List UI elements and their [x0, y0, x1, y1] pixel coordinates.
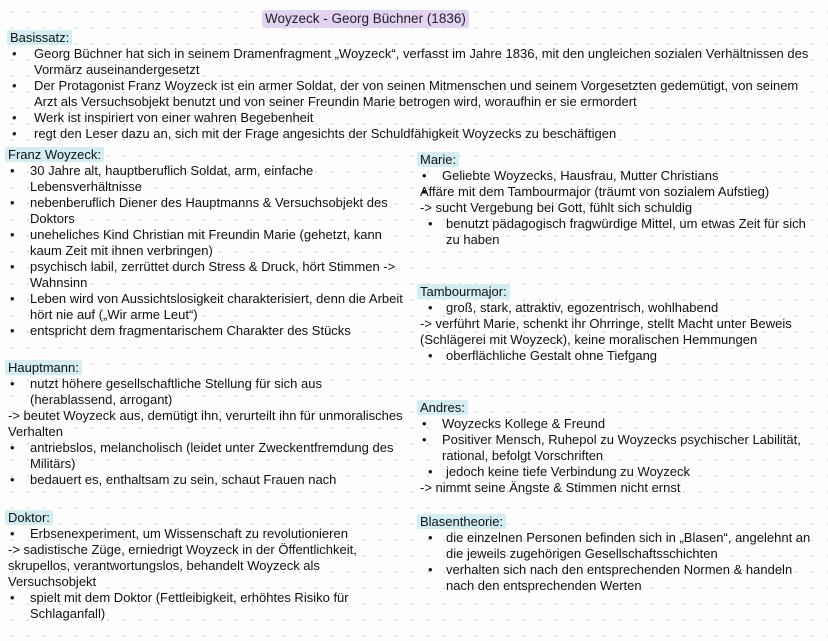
section-marie — [420, 152, 815, 248]
tambour-list-1 — [420, 300, 815, 316]
arrow-note: -> sucht Vergebung bei Gott, fühlt sich schuldig — [420, 200, 693, 215]
list-item: • Georg Büchner hat sich in seinem Dramenfragment „Woyzeck“, verfasst im Jahre 1836, mit den ungleichen sozialen Verhältnissen des Vormärz auseinandergesetzt — [10, 46, 815, 78]
list-item: • psychisch labil, zerrüttet durch Stress & Druck, hört Stimmen -> Wahnsinn — [8, 259, 403, 291]
page-title: Woyzeck - Georg Büchner (1836) — [262, 10, 469, 28]
list-item: • jedoch keine tiefe Verbindung zu Woyzeck — [420, 464, 815, 480]
section-basissatz — [10, 30, 815, 142]
hauptmann-list-1 — [8, 376, 403, 408]
list-item: • Woyzecks Kollege & Freund — [420, 416, 815, 432]
list-item: • antriebslos, melancholisch (leidet unter Zweckentfremdung des Militärs) — [8, 440, 403, 472]
arrow-note: -> sadistische Züge, erniedrigt Woyzeck in der Öffentlichkeit, skrupellos, verantwortungslos, behandelt Woyzeck als Versuchsobjekt — [8, 542, 357, 589]
doktor-list-2 — [8, 590, 403, 622]
doktor-list-1 — [8, 526, 403, 542]
marie-list-1 — [420, 168, 815, 200]
section-heading-andres: Andres: — [417, 400, 468, 415]
section-heading-franz: Franz Woyzeck: — [5, 147, 104, 162]
list-item: • nebenberuflich Diener des Hauptmanns & Versuchsobjekt des Doktors — [8, 195, 403, 227]
hauptmann-list-2 — [8, 440, 403, 488]
section-andres — [420, 400, 815, 496]
list-item: • Werk ist inspiriert von einer wahren Begebenheit — [10, 110, 815, 126]
list-item: • Leben wird von Aussichtslosigkeit charakterisiert, denn die Arbeit hört nie auf („Wir arme Leut“) — [8, 291, 403, 323]
section-heading-marie: Marie: — [417, 152, 459, 167]
section-tambourmajor — [420, 284, 815, 364]
list-item: • die einzelnen Personen befinden sich in „Blasen“, angelehnt an die jeweils zugehörigen Gesellschaftsschichten — [420, 530, 815, 562]
section-blasentheorie — [420, 514, 815, 594]
list-item: • nutzt höhere gesellschaftliche Stellung für sich aus (herablassend, arrogant) — [8, 376, 403, 408]
list-item: • Affäre mit dem Tambourmajor (träumt von sozialem Aufstieg) — [420, 184, 815, 200]
section-heading-doktor: Doktor: — [5, 510, 53, 525]
andres-list-2 — [420, 432, 815, 464]
list-item: • verhalten sich nach den entsprechenden Normen & handeln nach den entsprechenden Werten — [420, 562, 815, 594]
section-heading-blasentheorie: Blasentheorie: — [417, 514, 506, 529]
list-item: • 30 Jahre alt, hauptberuflich Soldat, arm, einfache Lebensverhältnisse — [8, 163, 403, 195]
section-heading-tambourmajor: Tambourmajor: — [417, 284, 510, 299]
andres-list-1 — [420, 416, 815, 432]
andres-list-3 — [420, 464, 815, 480]
list-item: • Erbsenexperiment, um Wissenschaft zu revolutionieren — [8, 526, 403, 542]
list-item: • bedauert es, enthaltsam zu sein, schaut Frauen nach — [8, 472, 403, 488]
list-item: • regt den Leser dazu an, sich mit der Frage angesichts der Schuldfähigkeit Woyzecks zu beschäftigen — [10, 126, 815, 142]
list-item: • spielt mit dem Doktor (Fettleibigkeit, erhöhtes Risiko für Schlaganfall) — [8, 590, 403, 622]
blasen-list — [420, 530, 815, 594]
section-heading-hauptmann: Hauptmann: — [5, 360, 82, 375]
list-item: • Positiver Mensch, Ruhepol zu Woyzecks psychischer Labilität, rational, befolgt Vorschriften — [420, 432, 815, 464]
arrow-note: -> verführt Marie, schenkt ihr Ohrringe, stellt Macht unter Beweis (Schlägerei mit Woyzeck), keine moralischen Hemmungen — [420, 316, 792, 347]
section-franz-woyzeck — [8, 147, 403, 339]
section-heading-basissatz: Basissatz: — [7, 30, 72, 45]
arrow-note: -> nimmt seine Ängste & Stimmen nicht ernst — [420, 480, 681, 495]
arrow-note: -> beutet Woyzeck aus, demütigt ihn, verurteilt ihn für unmoralisches Verhalten — [8, 408, 403, 439]
list-item: • groß, stark, attraktiv, egozentrisch, wohlhabend — [420, 300, 815, 316]
tambour-list-2 — [420, 348, 815, 364]
marie-list-2 — [420, 216, 815, 248]
section-hauptmann — [8, 360, 403, 488]
list-item: • Der Protagonist Franz Woyzeck ist ein armer Soldat, der von seinen Mitmenschen und seinem Vorgesetzten gedemütigt, von seinem Arzt als Versuchsobjekt benutzt und von seiner Freundin Marie betrogen wird, woraufhin er sie ermordert — [10, 78, 815, 110]
basissatz-list — [10, 46, 815, 142]
list-item: • Geliebte Woyzecks, Hausfrau, Mutter Christians — [420, 168, 815, 184]
section-doktor — [8, 510, 403, 622]
franz-list — [8, 163, 403, 339]
list-item: • entspricht dem fragmentarischem Charakter des Stücks — [8, 323, 403, 339]
list-item: • oberflächliche Gestalt ohne Tiefgang — [420, 348, 815, 364]
list-item: • benutzt pädagogisch fragwürdige Mittel, um etwas Zeit für sich zu haben — [420, 216, 815, 248]
list-item: • uneheliches Kind Christian mit Freundin Marie (gehetzt, kann kaum Zeit mit ihnen verbringen) — [8, 227, 403, 259]
